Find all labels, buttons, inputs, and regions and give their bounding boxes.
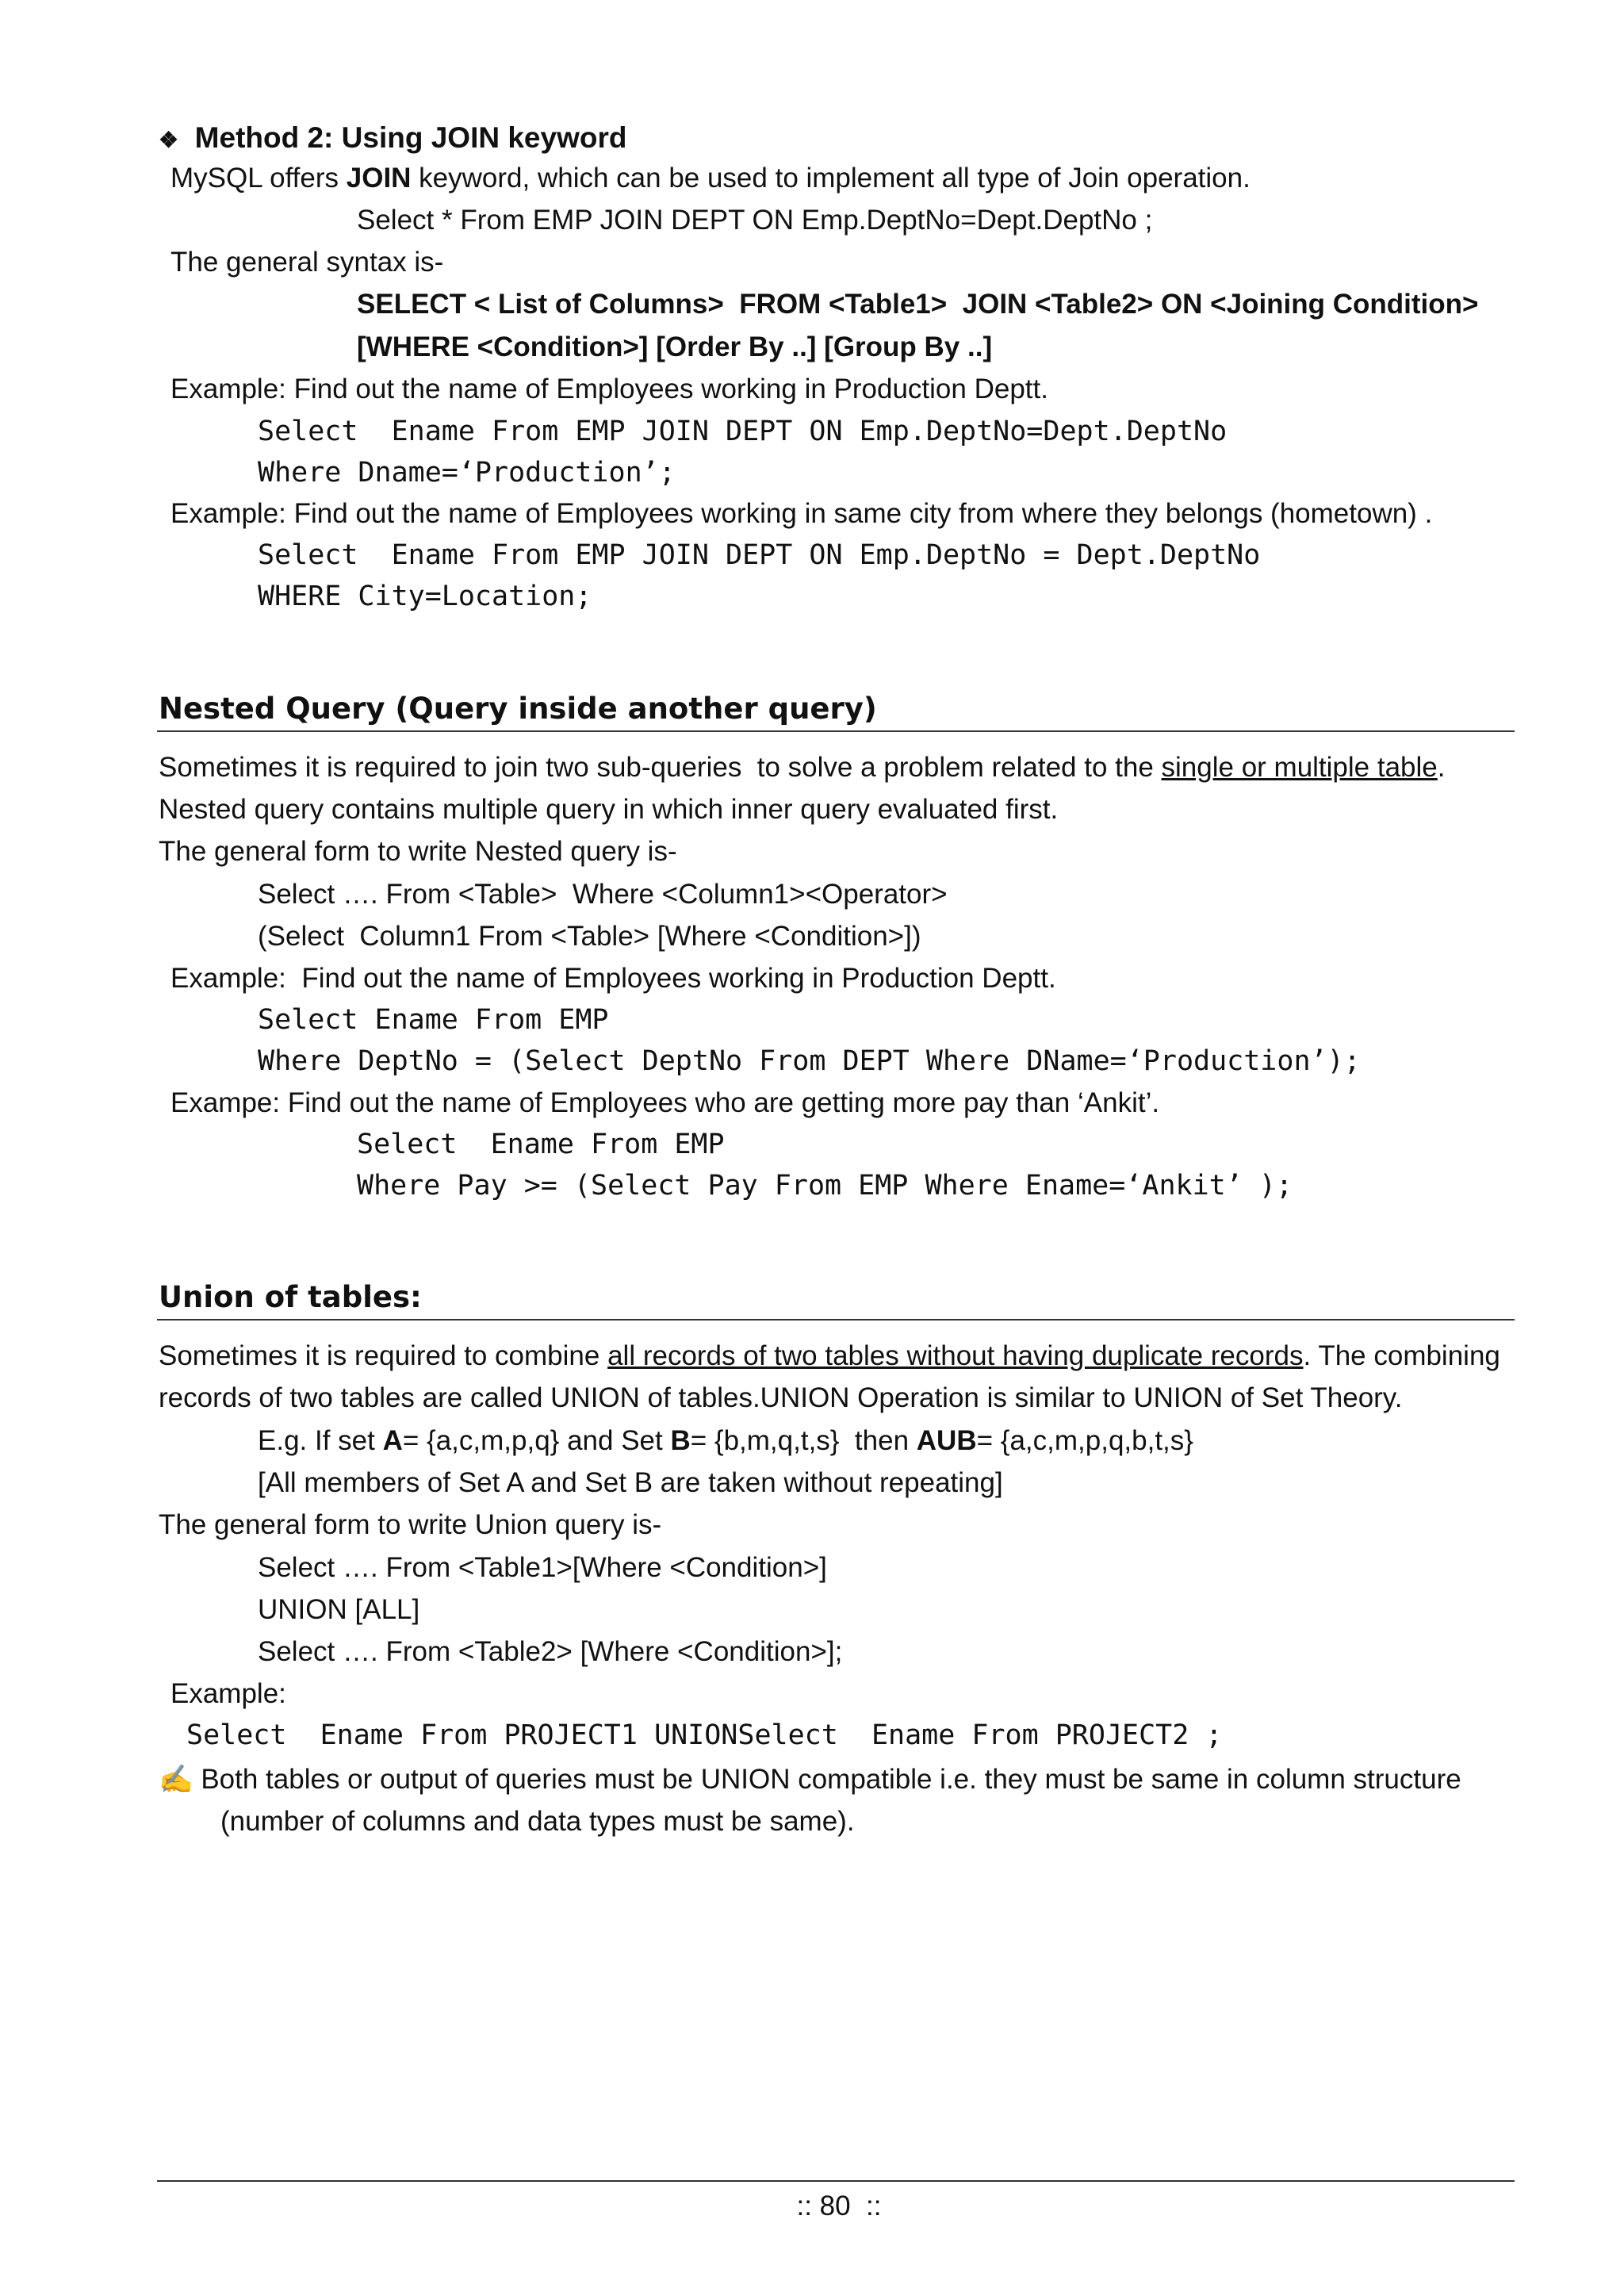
method2-example2-code-2: WHERE City=Location;	[258, 581, 592, 612]
intro-bold: JOIN	[346, 163, 412, 194]
union-heading-rule	[157, 1319, 1515, 1320]
intro-text: MySQL offers	[170, 163, 347, 194]
p1-underlined: single or multiple table	[1161, 752, 1438, 783]
method2-heading	[159, 121, 626, 158]
syntax-line-2: [WHERE <Condition>] [Order By ..] [Group By ..]	[357, 332, 993, 362]
intro-text-rest: keyword, which can be used to implement all type of Join operation.	[411, 163, 1251, 194]
union-paragraph-2: records of two tables are called UNION of tables.UNION Operation is similar to UNION of Set Theory.	[159, 1382, 1403, 1413]
p1-underlined: all records of two tables without having duplicate records	[607, 1340, 1304, 1371]
nested-form-1: Select …. From <Table> Where <Column1><Operator>	[258, 879, 948, 910]
nested-example1-label: Example: Find out the name of Employees working in Production Deptt.	[170, 963, 1056, 994]
nested-heading-rule	[157, 730, 1515, 732]
nested-heading: Nested Query (Query inside another query)	[159, 692, 877, 726]
set-a: A	[382, 1425, 403, 1456]
set-b: B	[670, 1425, 691, 1456]
set-aub: AUB	[916, 1425, 977, 1456]
p1-text: Sometimes it is required to combine	[159, 1340, 608, 1371]
nested-paragraph-1	[159, 750, 1446, 785]
union-form-3: Select …. From <Table2> [Where <Condition>];	[258, 1636, 843, 1667]
union-set-example	[258, 1424, 1193, 1458]
method2-intro	[170, 161, 1251, 196]
p1-text-end: . The combining	[1303, 1340, 1500, 1371]
heading-text: Method 2: Using JOIN keyword	[194, 121, 627, 154]
union-set-note: [All members of Set A and Set B are taken without repeating]	[258, 1467, 1003, 1498]
method2-example2-code-1: Select Ename From EMP JOIN DEPT ON Emp.DeptNo = Dept.DeptNo	[258, 539, 1261, 571]
union-form-label: The general form to write Union query is-	[159, 1509, 662, 1540]
nested-example2-label: Exampe: Find out the name of Employees who are getting more pay than ‘Ankit’.	[170, 1087, 1160, 1118]
union-note-line-1	[159, 1762, 1461, 1797]
p1-text: Sometimes it is required to join two sub-queries to solve a problem related to the	[159, 752, 1162, 783]
eg-text: = {a,c,m,p,q,b,t,s}	[976, 1425, 1193, 1456]
union-example-label: Example:	[170, 1678, 286, 1709]
syntax-line-1: SELECT < List of Columns> FROM <Table1> JOIN <Table2> ON <Joining Condition>	[357, 289, 1479, 320]
union-paragraph-1	[159, 1339, 1500, 1374]
nested-example2-code-1: Select Ename From EMP	[357, 1129, 725, 1160]
eg-text: = {a,c,m,p,q} and Set	[402, 1425, 671, 1456]
page-number: :: 80 ::	[796, 2191, 882, 2221]
p1-text-end: .	[1437, 752, 1446, 783]
union-form-2: UNION [ALL]	[258, 1594, 420, 1625]
method2-example1-code-1: Select Ename From EMP JOIN DEPT ON Emp.DeptNo=Dept.DeptNo	[258, 416, 1228, 447]
nested-form-2: (Select Column1 From <Table> [Where <Condition>])	[258, 921, 921, 952]
sample-query: Select * From EMP JOIN DEPT ON Emp.DeptNo=Dept.DeptNo ;	[357, 205, 1153, 236]
nested-paragraph-2: Nested query contains multiple query in which inner query evaluated first.	[159, 794, 1059, 825]
writing-hand-icon: ✍	[159, 1764, 193, 1795]
nested-example1-code-1: Select Ename From EMP	[258, 1004, 609, 1036]
note-text: Both tables or output of queries must be UNION compatible i.e. they must be same in column structure	[201, 1764, 1461, 1795]
footer-rule	[157, 2180, 1515, 2182]
nested-example1-code-2: Where DeptNo = (Select DeptNo From DEPT Where DName=‘Production’);	[258, 1045, 1361, 1077]
syntax-label: The general syntax is-	[170, 247, 444, 278]
eg-text: = {b,m,q,t,s} then	[690, 1425, 917, 1456]
diamond-bullet-icon: ❖	[159, 128, 179, 152]
union-form-1: Select …. From <Table1>[Where <Condition>]	[258, 1552, 827, 1583]
nested-example2-code-2: Where Pay >= (Select Pay From EMP Where Ename=‘Ankit’ );	[357, 1170, 1293, 1202]
method2-example1-label: Example: Find out the name of Employees working in Production Deptt.	[170, 374, 1048, 404]
eg-text: E.g. If set	[258, 1425, 383, 1456]
union-note-line-2: (number of columns and data types must be same).	[220, 1806, 855, 1837]
method2-example1-code-2: Where Dname=‘Production’;	[258, 457, 676, 489]
union-example-code: Select Ename From PROJECT1 UNIONSelect Ename From PROJECT2 ;	[186, 1719, 1223, 1751]
nested-form-label: The general form to write Nested query is-	[159, 836, 677, 867]
method2-example2-label: Example: Find out the name of Employees working in same city from where they belongs (hometown) .	[170, 498, 1433, 529]
union-heading: Union of tables:	[159, 1280, 422, 1314]
